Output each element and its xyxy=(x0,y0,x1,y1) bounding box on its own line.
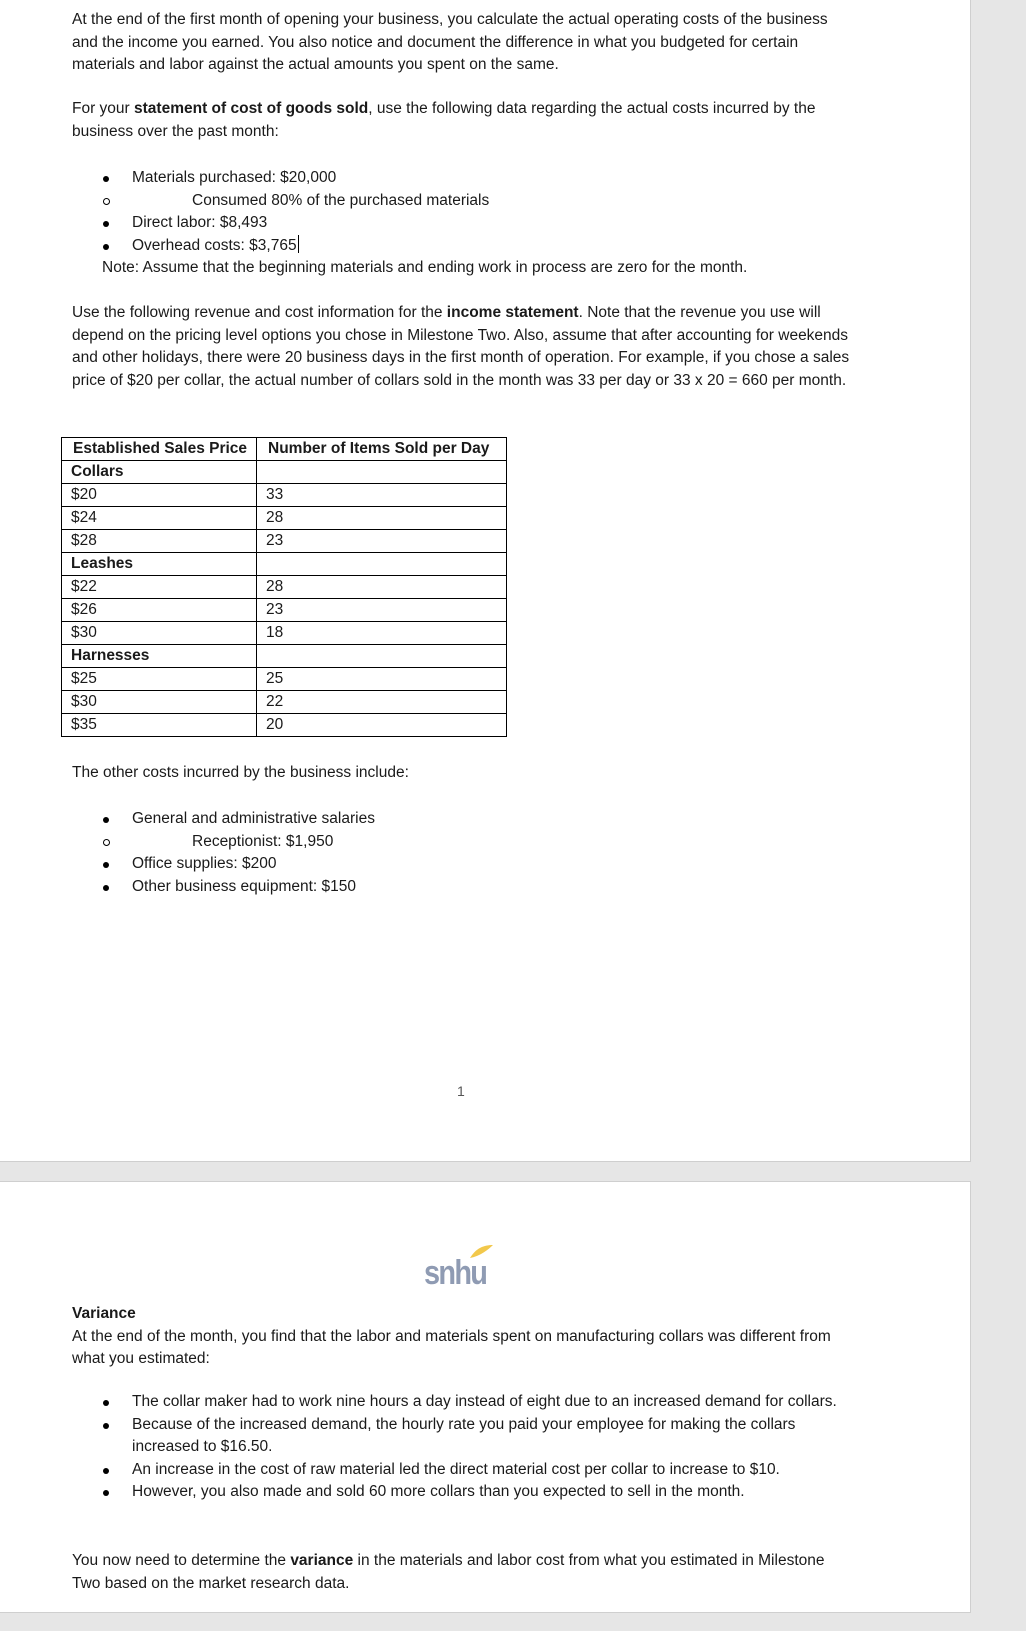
sales-price-table xyxy=(61,437,507,737)
closing-paragraph: You now need to determine the variance in the materials and labor cost from what you estimated in Milestone Two based on the market research data. xyxy=(72,1552,825,1592)
table-row: $20 33 xyxy=(62,484,507,507)
intro-paragraph xyxy=(72,9,852,77)
table-header: Established Sales Price xyxy=(62,438,257,461)
list-item: Other business equipment: $150 xyxy=(72,876,852,899)
cogs-bold-term: statement of cost of goods sold xyxy=(134,100,369,117)
note-text: Note: Assume that the beginning materials and ending work in process are zero for the month. xyxy=(102,259,748,276)
table-group-row: Collars xyxy=(62,461,507,484)
list-subitem: Consumed 80% of the purchased materials xyxy=(72,190,852,213)
logo-text: snhu xyxy=(424,1254,487,1292)
income-bold-term: income statement xyxy=(446,304,579,321)
snhu-logo xyxy=(424,1244,496,1294)
table-row: $25 25 xyxy=(62,668,507,691)
table-group-row: Leashes xyxy=(62,553,507,576)
leaf-icon xyxy=(468,1244,494,1260)
cost-list xyxy=(72,167,852,280)
variance-intro: At the end of the month, you find that the labor and materials spent on manufacturing collars was different from what you estimated: xyxy=(72,1327,831,1367)
table-row: $28 23 xyxy=(62,530,507,553)
text-cursor xyxy=(298,235,300,253)
cogs-paragraph: For your statement of cost of goods sold, use the following data regarding the actual costs incurred by the business over the past month: xyxy=(72,100,816,140)
list-item: Materials purchased: $20,000 Consumed 80% of the purchased materials xyxy=(72,167,852,212)
list-item: Direct labor: $8,493 xyxy=(72,212,852,235)
page-number: 1 xyxy=(457,1083,465,1099)
list-item: Office supplies: $200 xyxy=(72,853,852,876)
list-item: An increase in the cost of raw material led the direct material cost per collar to increase to $10. xyxy=(72,1459,852,1482)
table-row: $26 23 xyxy=(62,599,507,622)
variance-section xyxy=(72,1303,852,1371)
list-item: The collar maker had to work nine hours a day instead of eight due to an increased demand for collars. xyxy=(72,1391,852,1414)
list-item: Overhead costs: $3,765 xyxy=(72,235,852,258)
table-header-row xyxy=(62,438,507,461)
other-costs-intro: The other costs incurred by the business include: xyxy=(72,764,409,781)
list-subitem: Receptionist: $1,950 xyxy=(72,831,852,854)
other-costs-list xyxy=(72,808,852,898)
list-item: Because of the increased demand, the hourly rate you paid your employee for making the collars increased to $16.50. xyxy=(72,1414,852,1459)
table-group-row: Harnesses xyxy=(62,645,507,668)
table-row: $24 28 xyxy=(62,507,507,530)
table-row: $30 22 xyxy=(62,691,507,714)
table-row: $35 20 xyxy=(62,714,507,737)
variance-bold-term: variance xyxy=(290,1552,354,1569)
table-header: Number of Items Sold per Day xyxy=(257,438,507,461)
variance-heading: Variance xyxy=(72,1305,136,1322)
variance-list xyxy=(72,1391,852,1504)
list-item: However, you also made and sold 60 more collars than you expected to sell in the month. xyxy=(72,1481,852,1504)
list-item: General and administrative salaries Receptionist: $1,950 xyxy=(72,808,852,853)
intro-text: At the end of the first month of opening your business, you calculate the actual operating costs of the business and the income you earned. You also notice and document the difference in what you budgeted for certain materials and labor against the actual amounts you spent on the same. xyxy=(72,11,828,73)
table-row: $30 18 xyxy=(62,622,507,645)
income-paragraph: Use the following revenue and cost information for the income statement. Note that the revenue you use will depend on the pricing level options you chose in Milestone Two. Also, assume that after accounting for weekends and other holidays, there were 20 business days in the first month of operation. For example, if you chose a sales price of $20 per collar, the actual number of collars sold in the month was 33 per day or 33 x 20 = 660 per month. xyxy=(72,304,850,389)
table-row: $22 28 xyxy=(62,576,507,599)
